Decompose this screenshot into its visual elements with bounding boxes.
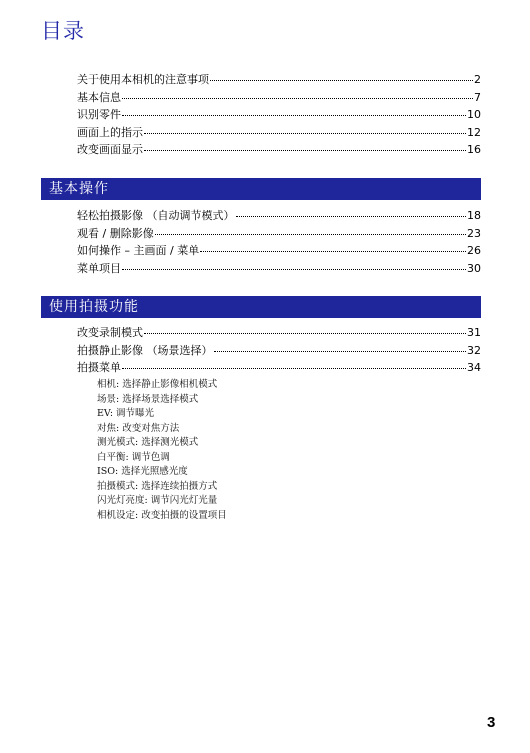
- toc-page-number: 12: [467, 125, 481, 139]
- toc-entry[interactable]: [77, 225, 481, 243]
- toc-entry-label: 改变画面显示: [77, 143, 143, 157]
- toc-entry[interactable]: [77, 141, 481, 159]
- toc-intro-list: [77, 71, 481, 159]
- toc-leader-dots: [200, 251, 466, 252]
- sub-item[interactable]: 场景: 选择场景选择模式: [97, 393, 199, 405]
- sub-item[interactable]: 相机设定: 改变拍摄的设置项目: [97, 509, 227, 521]
- toc-entry[interactable]: [77, 71, 481, 89]
- toc-entry-label: 拍摄菜单: [77, 361, 121, 375]
- toc-page-number: 16: [467, 143, 481, 157]
- toc-entry[interactable]: [77, 124, 481, 142]
- toc-page-number: 2: [474, 73, 481, 86]
- sub-item[interactable]: 白平衡: 调节色调: [97, 451, 170, 463]
- toc-entry-label: 识别零件: [77, 108, 121, 122]
- sub-item[interactable]: EV: 调节曝光: [97, 408, 155, 419]
- toc-leader-dots: [122, 98, 473, 99]
- toc-page-number: 32: [467, 343, 481, 357]
- sub-item[interactable]: ISO: 选择光照感光度: [97, 466, 188, 477]
- toc-leader-dots: [122, 115, 466, 116]
- toc-entry-label: 基本信息: [77, 90, 121, 104]
- toc-leader-dots: [144, 333, 466, 334]
- sub-item[interactable]: 闪光灯亮度: 调节闪光灯光量: [97, 495, 218, 506]
- sub-item[interactable]: 拍摄模式: 选择连续拍摄方式: [97, 480, 218, 492]
- toc-page-number: 7: [474, 90, 481, 104]
- page-number: 3: [487, 714, 496, 731]
- page-title: 目录: [41, 19, 85, 43]
- toc-entry-label: 画面上的指示: [77, 125, 143, 139]
- toc-entry[interactable]: [77, 359, 481, 377]
- sub-item[interactable]: 相机: 选择静止影像相机模式: [97, 379, 218, 390]
- toc-leader-dots: [144, 133, 466, 134]
- toc-leader-dots: [210, 80, 473, 81]
- toc-entry-label: 轻松拍摄影像 （自动调节模式）: [77, 209, 235, 222]
- toc-page-number: 23: [467, 226, 481, 240]
- toc-basic-operations-list: [77, 207, 481, 277]
- section-header-basic-operations: 基本操作: [41, 178, 481, 200]
- sub-item[interactable]: 对焦: 改变对焦方法: [97, 422, 180, 434]
- toc-page-number: 10: [467, 108, 481, 122]
- toc-page-number: 30: [467, 261, 481, 275]
- toc-leader-dots: [214, 351, 467, 352]
- toc-entry-label: 关于使用本相机的注意事项: [77, 73, 209, 86]
- toc-shooting-functions-list: [77, 324, 481, 377]
- toc-entry[interactable]: [77, 207, 481, 225]
- toc-entry[interactable]: [77, 324, 481, 342]
- toc-leader-dots: [122, 368, 466, 369]
- toc-entry[interactable]: [77, 106, 481, 124]
- sub-item[interactable]: 测光模式: 选择测光模式: [97, 437, 199, 448]
- toc-leader-dots: [122, 269, 466, 270]
- toc-leader-dots: [236, 216, 467, 217]
- toc-entry[interactable]: [77, 89, 481, 107]
- toc-leader-dots: [155, 234, 466, 235]
- toc-entry[interactable]: [77, 242, 481, 260]
- toc-entry[interactable]: [77, 260, 481, 278]
- toc-entry[interactable]: [77, 342, 481, 360]
- shooting-menu-sub-items: [97, 378, 227, 523]
- toc-page-number: 31: [467, 326, 481, 339]
- toc-leader-dots: [144, 150, 466, 151]
- toc-entry-label: 观看 / 删除影像: [77, 226, 154, 240]
- toc-entry-label: 菜单项目: [77, 261, 121, 275]
- toc-entry-label: 拍摄静止影像 （场景选择）: [77, 343, 213, 357]
- toc-page-number: 34: [467, 361, 481, 375]
- toc-entry-label: 如何操作 – 主画面 / 菜单: [77, 244, 200, 258]
- toc-page-number: 26: [467, 244, 481, 258]
- toc-page-number: 18: [467, 209, 481, 222]
- toc-entry-label: 改变录制模式: [77, 326, 143, 339]
- section-header-shooting-functions: 使用拍摄功能: [41, 296, 481, 318]
